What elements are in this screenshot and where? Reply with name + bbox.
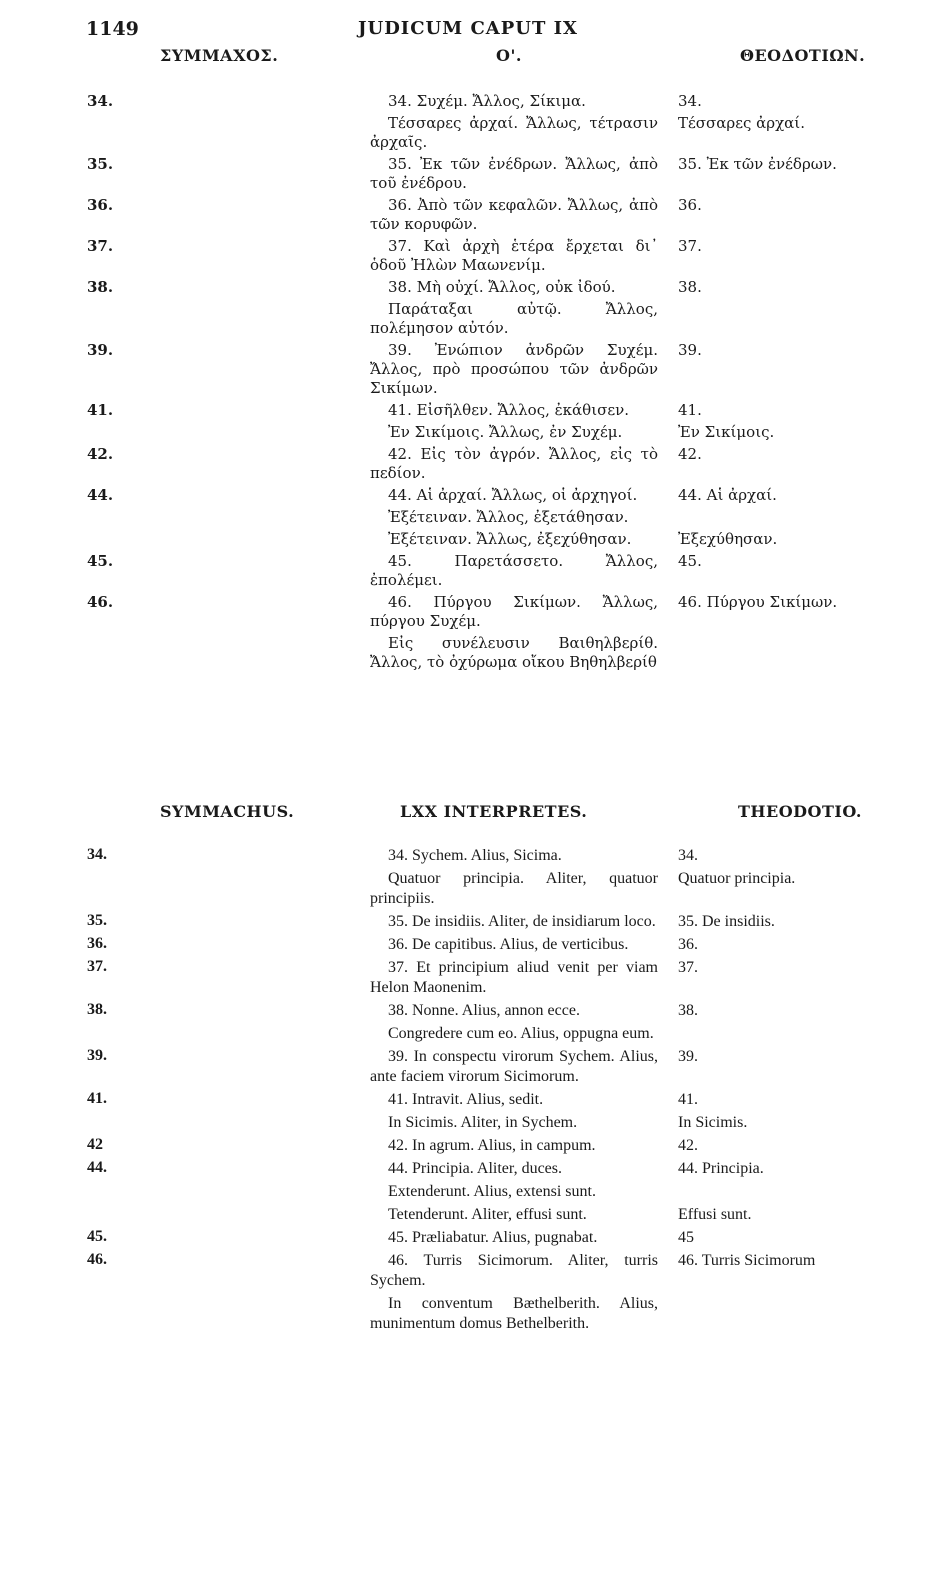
greek-theodotion-reading: 36. <box>678 196 702 214</box>
greek-row <box>0 341 936 398</box>
latin-symmachus-verse: 45. <box>87 1228 107 1245</box>
running-title: JUDICUM CAPUT IX <box>357 18 579 39</box>
greek-symmachus-verse: 46. <box>87 593 114 611</box>
greek-lxx-reading: Ἐξέτειναν. Ἄλλος, ἐξετάθησαν. <box>388 508 629 526</box>
latin-symmachus-verse <box>0 1182 300 1202</box>
latin-symmachus-verse: 37. <box>87 958 107 975</box>
greek-theodotion-reading <box>678 634 898 672</box>
greek-lxx-reading: 35. Ἐκ τῶν ἐνέδρων. Ἄλλως, ἀπὸ τοῦ ἐνέδρου. <box>370 155 658 192</box>
greek-theodotion-reading: 45. <box>678 552 702 570</box>
latin-row <box>0 1047 936 1087</box>
latin-lxx-reading: 46. Turris Sicimorum. Aliter, turris Sychem. <box>370 1252 658 1289</box>
latin-theodotion-reading: Effusi sunt. <box>678 1206 752 1223</box>
latin-lxx-reading: Quatuor principia. Aliter, quatuor principiis. <box>370 870 658 907</box>
greek-symmachus-verse: 37. <box>87 237 114 255</box>
col-head-lxx-latin: LXX INTERPRETES. <box>400 802 588 821</box>
latin-lxx-reading: 37. Et principium aliud venit per viam Helon Maonenim. <box>370 959 658 996</box>
greek-symmachus-verse: 39. <box>87 341 114 359</box>
greek-lxx-reading: Τέσσαρες ἀρχαί. Ἄλλως, τέτρασιν ἀρχαῖς. <box>370 114 658 151</box>
latin-text-block <box>0 846 936 1337</box>
greek-theodotion-reading: 46. Πύργου Σικίμων. <box>678 593 838 611</box>
latin-theodotion-reading: In Sicimis. <box>678 1114 748 1131</box>
greek-lxx-reading: 39. Ἐνώπιον ἀνδρῶν Συχέμ. Ἄλλος, πρὸ προσώπου τῶν ἀνδρῶν Σικίμων. <box>370 341 658 397</box>
latin-row <box>0 1251 936 1291</box>
latin-row <box>0 958 936 998</box>
greek-theodotion-reading: 39. <box>678 341 702 359</box>
latin-theodotion-reading: 37. <box>678 959 698 976</box>
greek-theodotion-reading: Ἐν Σικίμοις. <box>678 423 775 441</box>
latin-theodotion-reading: 46. Turris Sicimorum <box>678 1252 816 1269</box>
greek-row <box>0 278 936 297</box>
greek-row <box>0 445 936 483</box>
page-number: 1149 <box>86 18 139 40</box>
latin-lxx-reading: 39. In conspectu virorum Sychem. Alius, ante faciem virorum Sicimorum. <box>370 1048 658 1085</box>
latin-lxx-reading: In Sicimis. Aliter, in Sychem. <box>388 1114 578 1131</box>
latin-theodotion-reading: 44. Principia. <box>678 1160 764 1177</box>
latin-symmachus-verse: 34. <box>87 846 107 863</box>
latin-symmachus-verse <box>0 1024 300 1044</box>
latin-theodotion-reading: 42. <box>678 1137 698 1154</box>
greek-lxx-reading: Εἰς συνέλευσιν Βαιθηλβερίθ. Ἄλλος, τὸ ὀχύρωμα οἴκου Βηθηλβερίθ <box>370 634 658 671</box>
greek-symmachus-verse: 44. <box>87 486 114 504</box>
greek-row <box>0 401 936 420</box>
greek-row <box>0 423 936 442</box>
greek-lxx-reading: 38. Μὴ οὐχί. Ἄλλος, οὐκ ἰδού. <box>388 278 616 296</box>
greek-symmachus-verse: 35. <box>87 155 114 173</box>
col-head-theodotion-greek: ΘΕΟΔΟΤΙΩΝ. <box>740 46 866 65</box>
latin-lxx-reading: Extenderunt. Alius, extensi sunt. <box>388 1183 596 1200</box>
greek-theodotion-reading: 34. <box>678 92 702 110</box>
greek-row <box>0 92 936 111</box>
col-head-symmachus-greek: ΣΥΜΜΑΧΟΣ. <box>160 46 279 65</box>
latin-lxx-reading: 41. Intravit. Alius, sedit. <box>388 1091 544 1108</box>
greek-theodotion-reading: 42. <box>678 445 702 463</box>
latin-row <box>0 1090 936 1110</box>
greek-row <box>0 486 936 505</box>
latin-lxx-reading: 42. In agrum. Alius, in campum. <box>388 1137 596 1154</box>
greek-symmachus-verse: 36. <box>87 196 114 214</box>
greek-lxx-reading: 41. Εἰσῆλθεν. Ἄλλος, ἐκάθισεν. <box>388 401 629 419</box>
greek-lxx-reading: 46. Πύργου Σικίμων. Ἄλλως, πύργου Συχέμ. <box>370 593 658 630</box>
latin-row <box>0 1024 936 1044</box>
greek-row <box>0 634 936 672</box>
latin-symmachus-verse: 38. <box>87 1001 107 1018</box>
latin-row <box>0 1113 936 1133</box>
greek-symmachus-verse: 34. <box>87 92 114 110</box>
latin-row <box>0 1294 936 1334</box>
greek-lxx-reading: 37. Καὶ ἀρχὴ ἑτέρα ἔρχεται δι᾽ ὁδοῦ Ἠλὼν Μαωνενίμ. <box>370 237 658 274</box>
latin-lxx-reading: In conventum Bæthelberith. Alius, munimentum domus Bethelberith. <box>370 1295 658 1332</box>
latin-theodotion-reading: 34. <box>678 847 698 864</box>
greek-theodotion-reading: 38. <box>678 278 702 296</box>
greek-lxx-reading: 36. Ἀπὸ τῶν κεφαλῶν. Ἄλλως, ἀπὸ τῶν κορυφῶν. <box>370 196 658 233</box>
greek-theodotion-reading: 35. Ἐκ τῶν ἐνέδρων. <box>678 155 837 173</box>
greek-symmachus-verse: 42. <box>87 445 114 463</box>
greek-text-block <box>0 92 936 675</box>
latin-symmachus-verse <box>0 1205 300 1225</box>
greek-row <box>0 114 936 152</box>
latin-theodotion-reading <box>678 1182 898 1202</box>
latin-row <box>0 869 936 909</box>
greek-row <box>0 552 936 590</box>
latin-theodotion-reading: 41. <box>678 1091 698 1108</box>
latin-lxx-reading: 38. Nonne. Alius, annon ecce. <box>388 1002 580 1019</box>
latin-symmachus-verse: 36. <box>87 935 107 952</box>
greek-symmachus-verse <box>0 423 300 442</box>
greek-lxx-reading: 45. Παρετάσσετο. Ἄλλος, ἐπολέμει. <box>370 552 658 589</box>
greek-row <box>0 155 936 193</box>
latin-symmachus-verse: 46. <box>87 1251 107 1268</box>
latin-theodotion-reading: 45 <box>678 1229 694 1246</box>
col-head-lxx-greek: Ο'. <box>496 46 522 65</box>
latin-theodotion-reading: 39. <box>678 1048 698 1065</box>
greek-theodotion-reading: Ἐξεχύθησαν. <box>678 530 778 548</box>
greek-symmachus-verse: 45. <box>87 552 114 570</box>
latin-row <box>0 935 936 955</box>
latin-row <box>0 1228 936 1248</box>
latin-theodotion-reading: 35. De insidiis. <box>678 913 775 930</box>
greek-row <box>0 237 936 275</box>
greek-row <box>0 300 936 338</box>
latin-row <box>0 1136 936 1156</box>
greek-theodotion-reading: 41. <box>678 401 702 419</box>
latin-symmachus-verse: 39. <box>87 1047 107 1064</box>
greek-theodotion-reading <box>678 300 898 338</box>
greek-lxx-reading: 42. Εἰς τὸν ἀγρόν. Ἄλλος, εἰς τὸ πεδίον. <box>370 445 658 482</box>
greek-theodotion-reading <box>678 508 898 527</box>
greek-symmachus-verse <box>0 508 300 527</box>
latin-symmachus-verse <box>0 1113 300 1133</box>
col-head-symmachus-latin: SYMMACHUS. <box>160 802 295 821</box>
greek-symmachus-verse: 41. <box>87 401 114 419</box>
latin-theodotion-reading: 38. <box>678 1002 698 1019</box>
latin-row <box>0 1159 936 1179</box>
latin-row <box>0 846 936 866</box>
running-head <box>0 18 936 42</box>
latin-lxx-reading: Tetenderunt. Aliter, effusi sunt. <box>388 1206 587 1223</box>
greek-symmachus-verse <box>0 634 300 672</box>
latin-symmachus-verse: 35. <box>87 912 107 929</box>
greek-lxx-reading: Ἐξέτειναν. Ἄλλως, ἐξεχύθησαν. <box>388 530 632 548</box>
latin-lxx-reading: 34. Sychem. Alius, Sicima. <box>388 847 562 864</box>
greek-row <box>0 593 936 631</box>
greek-symmachus-verse <box>0 300 300 338</box>
greek-row <box>0 530 936 549</box>
greek-row <box>0 508 936 527</box>
greek-lxx-reading: Ἐν Σικίμοις. Ἄλλως, ἐν Συχέμ. <box>388 423 623 441</box>
greek-symmachus-verse: 38. <box>87 278 114 296</box>
latin-theodotion-reading <box>678 1294 898 1334</box>
latin-theodotion-reading: Quatuor principia. <box>678 870 796 887</box>
greek-theodotion-reading: 37. <box>678 237 702 255</box>
latin-symmachus-verse: 41. <box>87 1090 107 1107</box>
latin-theodotion-reading <box>678 1024 898 1044</box>
greek-lxx-reading: 44. Αἱ ἀρχαί. Ἄλλως, οἱ ἀρχηγοί. <box>388 486 638 504</box>
latin-lxx-reading: 35. De insidiis. Aliter, de insidiarum loco. <box>388 913 656 930</box>
greek-symmachus-verse <box>0 114 300 152</box>
greek-lxx-reading: 34. Συχέμ. Ἄλλος, Σίκιμα. <box>388 92 586 110</box>
latin-symmachus-verse: 44. <box>87 1159 107 1176</box>
greek-theodotion-reading: 44. Αἱ ἀρχαί. <box>678 486 777 504</box>
latin-row <box>0 1001 936 1021</box>
latin-row <box>0 1205 936 1225</box>
latin-lxx-reading: Congredere cum eo. Alius, oppugna eum. <box>388 1025 654 1042</box>
greek-lxx-reading: Παράταξαι αὐτῷ. Ἄλλος, πολέμησον αὐτόν. <box>370 300 658 337</box>
latin-lxx-reading: 44. Principia. Aliter, duces. <box>388 1160 562 1177</box>
greek-theodotion-reading: Τέσσαρες ἀρχαί. <box>678 114 805 132</box>
latin-symmachus-verse: 42 <box>87 1136 103 1153</box>
col-head-theodotio-latin: THEODOTIO. <box>738 802 862 821</box>
greek-row <box>0 196 936 234</box>
latin-symmachus-verse <box>0 1294 300 1334</box>
latin-row <box>0 912 936 932</box>
latin-row <box>0 1182 936 1202</box>
latin-theodotion-reading: 36. <box>678 936 698 953</box>
latin-symmachus-verse <box>0 869 300 909</box>
latin-lxx-reading: 36. De capitibus. Alius, de verticibus. <box>388 936 629 953</box>
latin-lxx-reading: 45. Præliabatur. Alius, pugnabat. <box>388 1229 598 1246</box>
greek-symmachus-verse <box>0 530 300 549</box>
